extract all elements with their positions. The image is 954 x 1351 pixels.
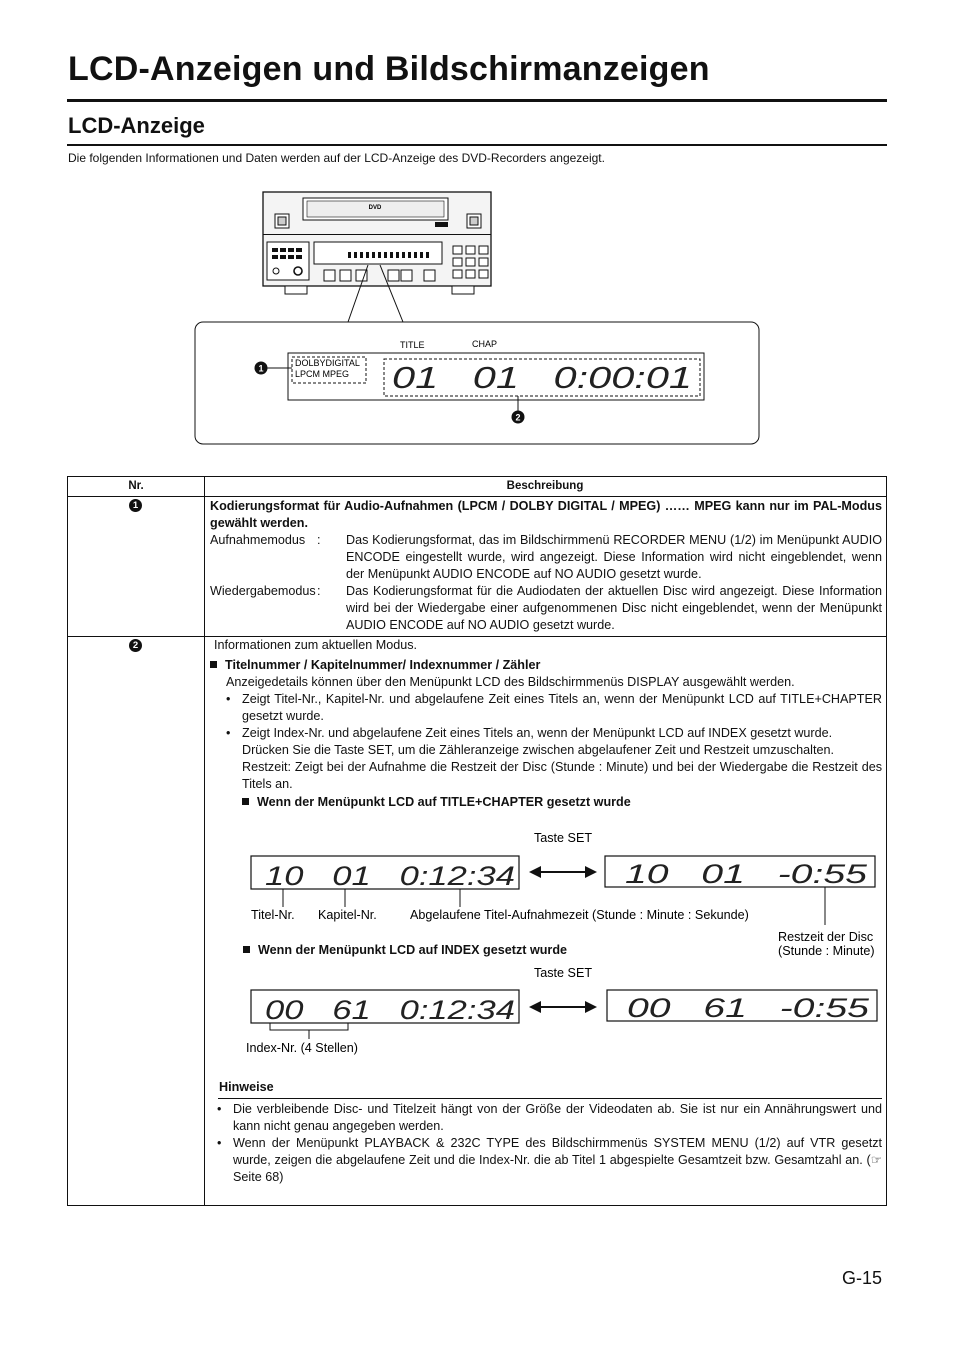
title-rule [67, 99, 887, 102]
recording-mode-label: Aufnahmemodus [210, 533, 306, 547]
bullet-title-chapter: Zeigt Titel-Nr., Kapitel-Nr. und abgelaufene Zeit eines Titels an, wenn der Menüpunkt LCD auf TITLE+CHAPTER gesetzt wurde. [242, 692, 882, 723]
row-1-description [210, 498, 882, 634]
row-number-1: 1 [129, 499, 142, 512]
playback-mode-text: Das Kodierungsformat für die Audiodaten der aktuellen Disc wird angezeigt. Diese Information wird bei der Wiedergabe einer aufgenommenen Disc nicht eingeblendet, wenn der Menüpunkt AUDIO ENCODE auf NO AUDIO gesetzt wurde. [346, 584, 882, 632]
lcd-examples-diagram [205, 825, 885, 1055]
notes-heading: Hinweise [219, 1080, 274, 1094]
notes-list: • Die verbleibende Disc- und Titelzeit hängt von der Größe der Videodaten ab. Sie ist nur ein Annährungswert und kann nicht genau angegeben werden. • Wenn der Menüpunkt PLAYBACK & 232C TYPE des Bildschirmmenüs SYSTEM MENU (1/2) auf VTR gesetzt wurde, zeigen die abgelaufene Zeit und die Index-Nr. die ab Titel 1 abgespielte Gesamtzeit bzw. Gesamtzahl an. (☞ Seite 68) [217, 1102, 882, 1184]
device-figure [190, 186, 765, 448]
page-number: G-15 [842, 1268, 883, 1288]
column-header-description: Beschreibung [506, 480, 584, 492]
column-header-nr: Nr. [128, 480, 144, 492]
row-2-subtext: Anzeigedetails können über den Menüpunkt LCD des Bildschirmmenüs DISPLAY ausgewählt werden. [226, 675, 795, 689]
intro-text: Die folgenden Informationen und Daten werden auf der LCD-Anzeige des DVD-Recorders angezeigt. [68, 151, 605, 165]
audio-format-dolby: DOLBYDIGITAL [295, 358, 360, 368]
lcd-title-chapter-remaining: 10 01 -0:55 [625, 859, 869, 889]
description-table [67, 476, 887, 1206]
label-index-nr: Index-Nr. (4 Stellen) [246, 1041, 358, 1055]
lcd-index-remaining: 00 61 -0:55 [627, 993, 871, 1023]
lcd-label-chap: CHAP [472, 339, 498, 349]
dvd-recorder-illustration [263, 192, 491, 294]
recording-mode-text: Das Kodierungsformat, das im Bildschirmmenü RECORDER MENU (1/2) im Menüpunkt AUDIO ENCODE eingestellt wurde, wird angezeigt. Diese Information wird nicht eingeblendet, wenn der Menüpunkt AUDIO ENCODE auf NO AUDIO gesetzt wurde. [346, 533, 882, 581]
label-titel-nr: Titel-Nr. [251, 908, 295, 922]
label-restzeit: Restzeit der Disc [778, 930, 874, 944]
row-2-description: Informationen zum aktuellen Modus. Titelnummer / Kapitelnummer/ Indexnummer / Zähler Anzeigedetails können über den Menüpunkt LCD des Bildschirmmenüs DISPLAY ausgewählt werden. • Zeigt Titel-Nr., Kapitel-Nr. und abgelaufene Zeit eines Titels an, wenn der Menüpunkt LCD auf TITLE+CHAPTER gesetzt wurde. • Zeigt Index-Nr. und abgelaufene Zeit eines Titels an, wenn der Menüpunkt LCD auf INDEX gesetzt wurde. Drücken Sie die Taste SET, um die Zähleranzeige zwischen abgelaufener Zeit und Restzeit umzuschalten. Restzeit: Zeigt bei der Aufnahme die Restzeit der Disc (Stunde : Minute) und bei der Wiedergabe die Restzeit des Titels an. [210, 637, 882, 793]
bullet-restzeit: Restzeit: Zeigt bei der Aufnahme die Restzeit der Disc (Stunde : Minute) und bei der Wiedergabe die Restzeit des Titels an. [242, 760, 882, 791]
bullet-set-key: Drücken Sie die Taste SET, um die Zähleranzeige zwischen abgelaufener Zeit und Restzeit umzuschalten. [242, 743, 834, 757]
row-1-heading: Kodierungsformat für Audio-Aufnahmen (LPCM / DOLBY DIGITAL / MPEG) …… MPEG kann nur im PAL-Modus gewählt werden. [210, 499, 882, 530]
lcd-label-title: TITLE [400, 340, 425, 350]
label-kapitel-nr: Kapitel-Nr. [318, 908, 377, 922]
note-1: Die verbleibende Disc- und Titelzeit hängt von der Größe der Videodaten ab. Sie ist nur ein Annährungswert und kann nicht genau angegeben werden. [233, 1102, 882, 1133]
taste-set-label-2: Taste SET [533, 966, 593, 980]
playback-mode-row: Wiedergabemodus : Das Kodierungsformat für die Audiodaten der aktuellen Disc wird angezeigt. Diese Information wird bei der Wiedergabe einer aufgenommenen Disc nicht eingeblendet, wenn der Menüpunkt AUDIO ENCODE auf NO AUDIO gesetzt wurde. [210, 584, 882, 632]
header-divider [68, 496, 886, 497]
case-title-chapter-heading: Wenn der Menüpunkt LCD auf TITLE+CHAPTER gesetzt wurde [257, 795, 631, 809]
callout-2: 2 [515, 412, 521, 423]
notes-rule [218, 1098, 882, 1099]
label-abgelaufene-zeit: Abgelaufene Titel-Aufnahmezeit (Stunde : Minute : Sekunde) [410, 908, 749, 922]
dvd-logo: DVD [368, 205, 382, 211]
lcd-index-elapsed: 00 61 0:12:34 [265, 995, 515, 1025]
bullet-index: Zeigt Index-Nr. und abgelaufene Zeit eines Titels an, wenn der Menüpunkt LCD auf INDEX gesetzt wurde. [242, 726, 833, 740]
audio-format-lpcm-mpeg: LPCM MPEG [295, 369, 350, 379]
lcd-title-chapter-elapsed: 10 01 0:12:34 [265, 861, 515, 891]
row-2-intro: Informationen zum aktuellen Modus. [214, 638, 418, 652]
lcd-main-digits: 01 01 0:00:01 [392, 360, 692, 395]
playback-mode-label: Wiedergabemodus [210, 584, 316, 598]
row-2-subheading: Titelnummer / Kapitelnummer/ Indexnummer / Zähler [225, 658, 541, 672]
case-index-heading: Wenn der Menüpunkt LCD auf INDEX gesetzt wurde [258, 943, 568, 957]
note-2: Wenn der Menüpunkt PLAYBACK & 232C TYPE des Bildschirmmenüs SYSTEM MENU (1/2) auf VTR gesetzt wurde, zeigen die abgelaufene Zeit und die Index-Nr. die ab Titel 1 abgespielte Gesamtzeit bzw. Gesamtzahl an. (☞ Seite 68) [233, 1136, 882, 1184]
page-title: LCD-Anzeigen und Bildschirmanzeigen [68, 50, 710, 88]
row-number-2: 2 [129, 639, 142, 652]
recording-mode-row: Aufnahmemodus : Das Kodierungsformat, das im Bildschirmmenü RECORDER MENU (1/2) im Menüpunkt AUDIO ENCODE eingestellt wurde, wird angezeigt. Diese Information wird nicht eingeblendet, wenn der Menüpunkt AUDIO ENCODE auf NO AUDIO gesetzt wurde. [210, 533, 882, 581]
section-title: LCD-Anzeige [68, 113, 205, 138]
taste-set-label-1: Taste SET [533, 831, 593, 845]
callout-1: 1 [258, 363, 264, 374]
label-stunde-minute: (Stunde : Minute) [778, 944, 875, 958]
section-rule [67, 144, 887, 146]
